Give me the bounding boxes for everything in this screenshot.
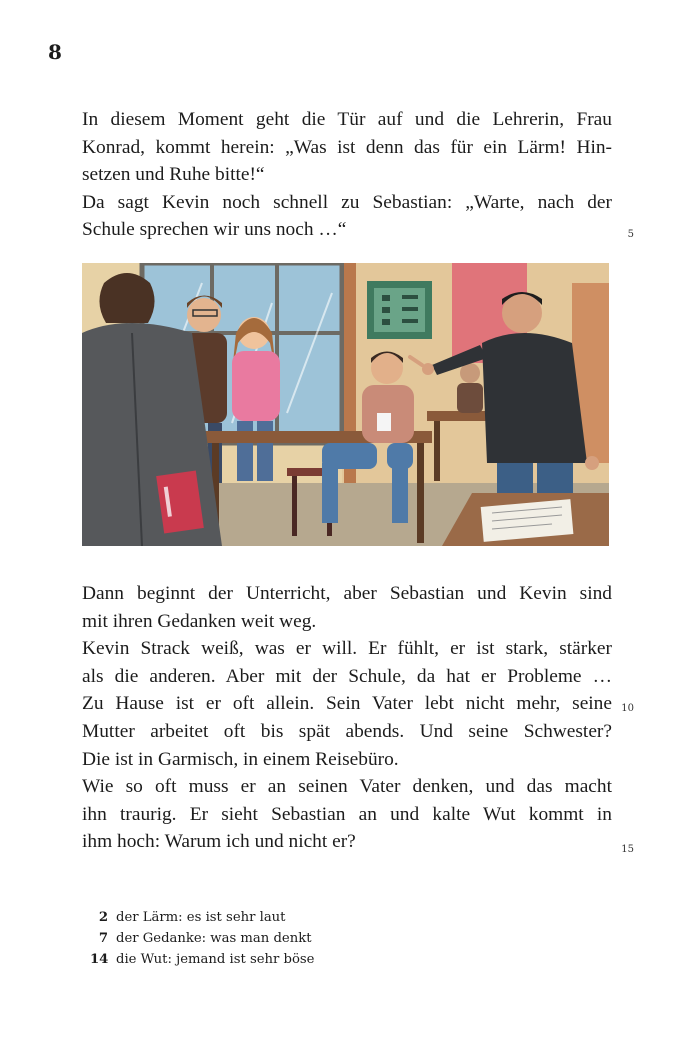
footnotes <box>90 907 314 970</box>
text-line: Zu Hause ist er oft allein. Sein Vater lebt nicht mehr, seine <box>82 693 612 715</box>
footnote-number: 2 <box>98 910 108 925</box>
text-line: ihm hoch: Warum ich und nicht er? <box>82 831 356 853</box>
footnote-number: 14 <box>90 952 109 967</box>
paragraph-1 <box>82 106 612 244</box>
text-line: Mutter arbeitet oft bis spät abends. Und seine Schwester? <box>82 720 612 742</box>
footnote-number: 7 <box>98 931 108 946</box>
text-line: Kevin Strack weiß, was er will. Er fühlt, er ist stark, stärker <box>82 638 612 660</box>
text-line: Schule sprechen wir uns noch …“ <box>82 219 347 241</box>
text-line: als die anderen. Aber mit der Schule, da hat er Probleme … <box>82 665 612 687</box>
text-line: Wie so oft muss er an seinen Vater denken, und das macht <box>82 776 612 798</box>
classroom-illustration <box>82 263 609 546</box>
footnote-text: der Lärm: es ist sehr laut <box>116 910 286 925</box>
text-line: Die ist in Garmisch, in einem Reisebüro. <box>82 748 399 770</box>
line-number-5: 5 <box>627 229 634 240</box>
text-line: In diesem Moment geht die Tür auf und die Lehrerin, Frau <box>82 109 612 130</box>
footnote-text: die Wut: jemand ist sehr böse <box>116 952 315 967</box>
text-line: Da sagt Kevin noch schnell zu Sebastian: „Warte, nach der <box>82 191 612 213</box>
paragraph-2 <box>82 580 612 856</box>
line-number-10: 10 <box>621 703 634 714</box>
footnote <box>90 907 314 928</box>
line-number-15: 15 <box>621 844 634 855</box>
text-line: ihn traurig. Er sieht Sebastian an und kalte Wut kommt in <box>82 803 612 825</box>
text-line: Konrad, kommt herein: „Was ist denn das für ein Lärm! Hin- <box>82 136 612 158</box>
footnote <box>90 928 314 949</box>
text-line: mit ihren Gedanken weit weg. <box>82 610 317 632</box>
page-number: 8 <box>48 40 62 64</box>
text-line: setzen und Ruhe bitte!“ <box>82 164 265 186</box>
text-line: Dann beginnt der Unterricht, aber Sebastian und Kevin sind <box>82 583 612 604</box>
footnote-text: der Gedanke: was man denkt <box>116 931 312 946</box>
footnote <box>90 949 314 970</box>
